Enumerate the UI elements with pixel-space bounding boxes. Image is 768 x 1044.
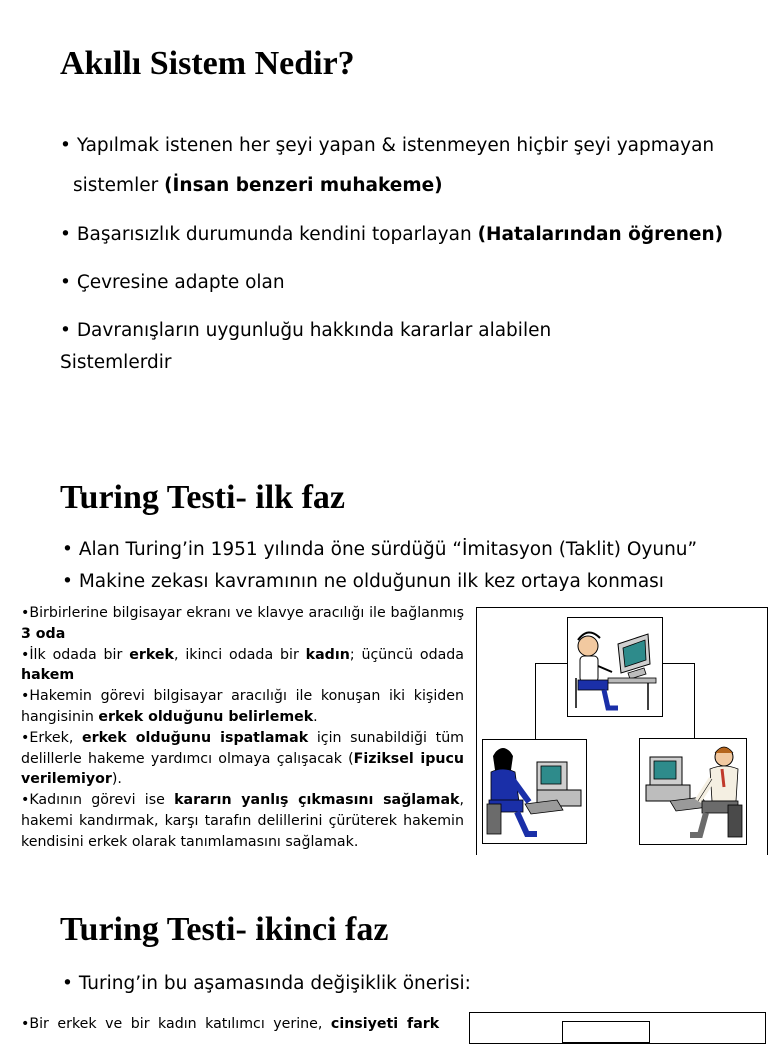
bullet-mark: • (62, 973, 73, 994)
bullet-text: Çevresine adapte olan (76, 272, 285, 293)
text: •Kadının görevi ise (21, 792, 175, 809)
bullet-line (62, 972, 471, 996)
bullet-text: Turing’in bu aşamasında değişiklik önerisi: (78, 973, 471, 994)
man-at-computer-icon (640, 739, 746, 844)
bullet-text: Makine zekası kavramının ne olduğunun ilk kez ortaya konması (78, 571, 664, 592)
paragraph (21, 645, 464, 687)
judge-room-box (567, 617, 663, 717)
paragraph (21, 686, 464, 728)
connector-line (694, 663, 695, 739)
woman-at-computer-icon (483, 740, 586, 843)
second-phase-diagram-panel (469, 1012, 766, 1044)
bullet-line (60, 319, 551, 343)
bullet-emphasis: (Hatalarından öğrenen) (477, 224, 724, 245)
emphasis: kadın (305, 646, 350, 663)
bullet-mark: • (60, 224, 71, 245)
bullet-text: Yapılmak istenen her şeyi yapan & istenmeyen hiçbir şeyi yapmayan (76, 135, 715, 156)
bullet-text: Alan Turing’in 1951 yılında öne sürdüğü “İmitasyon (Taklit) Oyunu” (78, 539, 698, 560)
bullet-line (62, 570, 664, 594)
text: •İlk odada bir (21, 646, 130, 663)
connector-line (535, 663, 568, 664)
bullet-mark: • (62, 571, 73, 592)
emphasis: Fiziksel ipucu verilemiyor (21, 750, 464, 788)
text: , hakemi kandırmak, karşı tarafın delillerini çürüterek hakemin kendisini erkek olarak tanımlamasını sağlamak. (21, 792, 464, 850)
emphasis: kararın yanlış çıkmasını sağlamak (174, 792, 460, 809)
text: için sunabildiği tüm delillerle hakeme yardımcı olmaya çalışacak ( (21, 729, 465, 767)
paragraph (21, 603, 464, 645)
turing-description (21, 603, 464, 853)
text: •Birbirlerine bilgisayar ekranı ve klavye aracılığı ile bağlanmış (21, 605, 464, 621)
bullet-mark: • (60, 135, 71, 156)
emphasis: erkek (129, 646, 174, 663)
bullet-mark: • (60, 272, 71, 293)
bullet-emphasis: (İnsan benzeri muhakeme) (164, 175, 443, 196)
bullet-line (62, 538, 697, 562)
text: , ikinci odada bir (173, 646, 306, 663)
emphasis: erkek olduğunu ispatlamak (81, 729, 309, 746)
bullet-line (60, 223, 723, 247)
bullet-text: Davranışların uygunluğu hakkında kararlar alabilen (76, 320, 552, 341)
bullet-mark: • (62, 539, 73, 560)
connector-line (661, 663, 695, 664)
emphasis: hakem (21, 667, 75, 684)
bullet-continuation (73, 174, 443, 198)
section-title-turing-ilk-faz: Turing Testi- ilk faz (60, 479, 345, 516)
man-room-box (639, 738, 747, 845)
judge-at-computer-icon (568, 618, 662, 716)
emphasis: erkek olduğunu belirlemek (98, 708, 314, 725)
paragraph (21, 790, 464, 852)
bullet-text: sistemler (73, 175, 165, 196)
text: •Hakemin görevi bilgisayar aracılığı ile konuşan iki kişiden hangisinin (21, 688, 464, 725)
text: . (313, 708, 318, 725)
section-title-turing-ikinci-faz: Turing Testi- ikinci faz (60, 911, 389, 948)
room-box (562, 1021, 650, 1043)
woman-room-box (482, 739, 587, 844)
text: •Bir erkek ve bir kadın katılımcı yerine, (21, 1016, 331, 1032)
bullet-line (60, 134, 714, 158)
paragraph (21, 728, 464, 790)
connector-line (535, 663, 536, 740)
emphasis: cinsiyeti fark (330, 1016, 440, 1032)
text: ). (111, 771, 122, 788)
bullet-mark: • (60, 320, 71, 341)
text: ; üçüncü odada (349, 646, 464, 663)
bullet-line (60, 271, 285, 295)
emphasis: 3 oda (21, 625, 66, 642)
closing-line: Sistemlerdir (60, 352, 172, 373)
section-title-akilli-sistem: Akıllı Sistem Nedir? (60, 45, 355, 82)
bullet-text: Başarısızlık durumunda kendini toparlayan (76, 224, 478, 245)
second-phase-text (21, 1014, 458, 1035)
text: •Erkek, (21, 729, 82, 746)
